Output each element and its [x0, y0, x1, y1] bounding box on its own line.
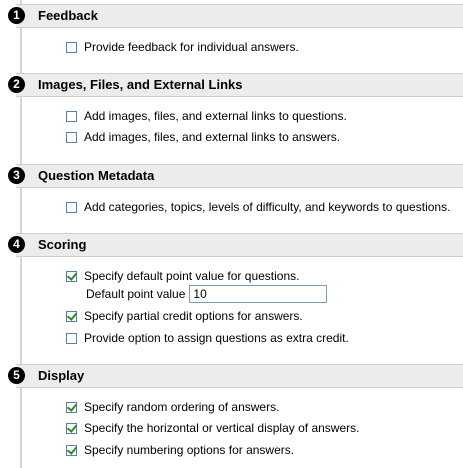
- section-question-metadata: [0, 164, 463, 188]
- section-header-scoring: [13, 233, 463, 257]
- step-number-1: 1: [8, 7, 25, 24]
- option-extra-credit[interactable]: [66, 330, 349, 346]
- checkbox-metadata-questions[interactable]: [66, 202, 77, 213]
- section-images-files-links: [0, 73, 463, 97]
- step-number-5: 5: [8, 367, 25, 384]
- option-label: Add images, files, and external links to questions.: [84, 109, 347, 123]
- option-partial-credit[interactable]: [66, 308, 303, 324]
- section-feedback: [0, 4, 463, 28]
- option-label: Provide feedback for individual answers.: [84, 40, 299, 54]
- checkbox-links-questions[interactable]: [66, 111, 77, 122]
- option-label: Specify the horizontal or vertical display of answers.: [84, 421, 360, 435]
- option-label: Specify random ordering of answers.: [84, 400, 280, 414]
- option-numbering[interactable]: [66, 442, 294, 458]
- option-links-questions[interactable]: [66, 108, 347, 124]
- section-display: [0, 364, 463, 388]
- default-point-row: [86, 284, 327, 304]
- step-number-4: 4: [8, 236, 25, 253]
- step-number-3: 3: [8, 167, 25, 184]
- section-title-scoring: Scoring: [38, 237, 87, 252]
- section-header-display: [13, 364, 463, 388]
- option-label: Specify numbering options for answers.: [84, 443, 295, 457]
- checkbox-feedback-answers[interactable]: [66, 42, 77, 53]
- section-header-images-files-links: [13, 73, 463, 97]
- option-feedback-answers[interactable]: [66, 39, 299, 55]
- option-label: Specify default point value for questions.: [84, 269, 300, 283]
- step-number-2: 2: [8, 76, 25, 93]
- option-metadata-questions[interactable]: [66, 199, 450, 215]
- default-point-input[interactable]: [189, 285, 327, 303]
- option-label: Provide option to assign questions as extra credit.: [84, 331, 349, 345]
- option-default-point[interactable]: [66, 268, 299, 284]
- option-label: Add categories, topics, levels of difficulty, and keywords to questions.: [84, 200, 451, 214]
- option-label: Specify partial credit options for answers.: [84, 309, 303, 323]
- checkbox-partial-credit[interactable]: [66, 311, 77, 322]
- section-title-question-metadata: Question Metadata: [38, 168, 155, 183]
- option-label: Add images, files, and external links to answers.: [84, 130, 341, 144]
- default-point-label: Default point value: [86, 287, 186, 301]
- section-title-images-files-links: Images, Files, and External Links: [38, 77, 243, 92]
- option-links-answers[interactable]: [66, 129, 340, 145]
- checkbox-default-point[interactable]: [66, 271, 77, 282]
- checkbox-random-order[interactable]: [66, 402, 77, 413]
- section-header-feedback: [13, 4, 463, 28]
- checkbox-extra-credit[interactable]: [66, 333, 77, 344]
- checkbox-display-orientation[interactable]: [66, 423, 77, 434]
- section-scoring: [0, 233, 463, 257]
- section-header-question-metadata: [13, 164, 463, 188]
- option-random-order[interactable]: [66, 399, 279, 415]
- section-title-feedback: Feedback: [38, 8, 98, 23]
- checkbox-numbering[interactable]: [66, 445, 77, 456]
- option-display-orientation[interactable]: [66, 420, 359, 436]
- section-title-display: Display: [38, 368, 85, 383]
- checkbox-links-answers[interactable]: [66, 132, 77, 143]
